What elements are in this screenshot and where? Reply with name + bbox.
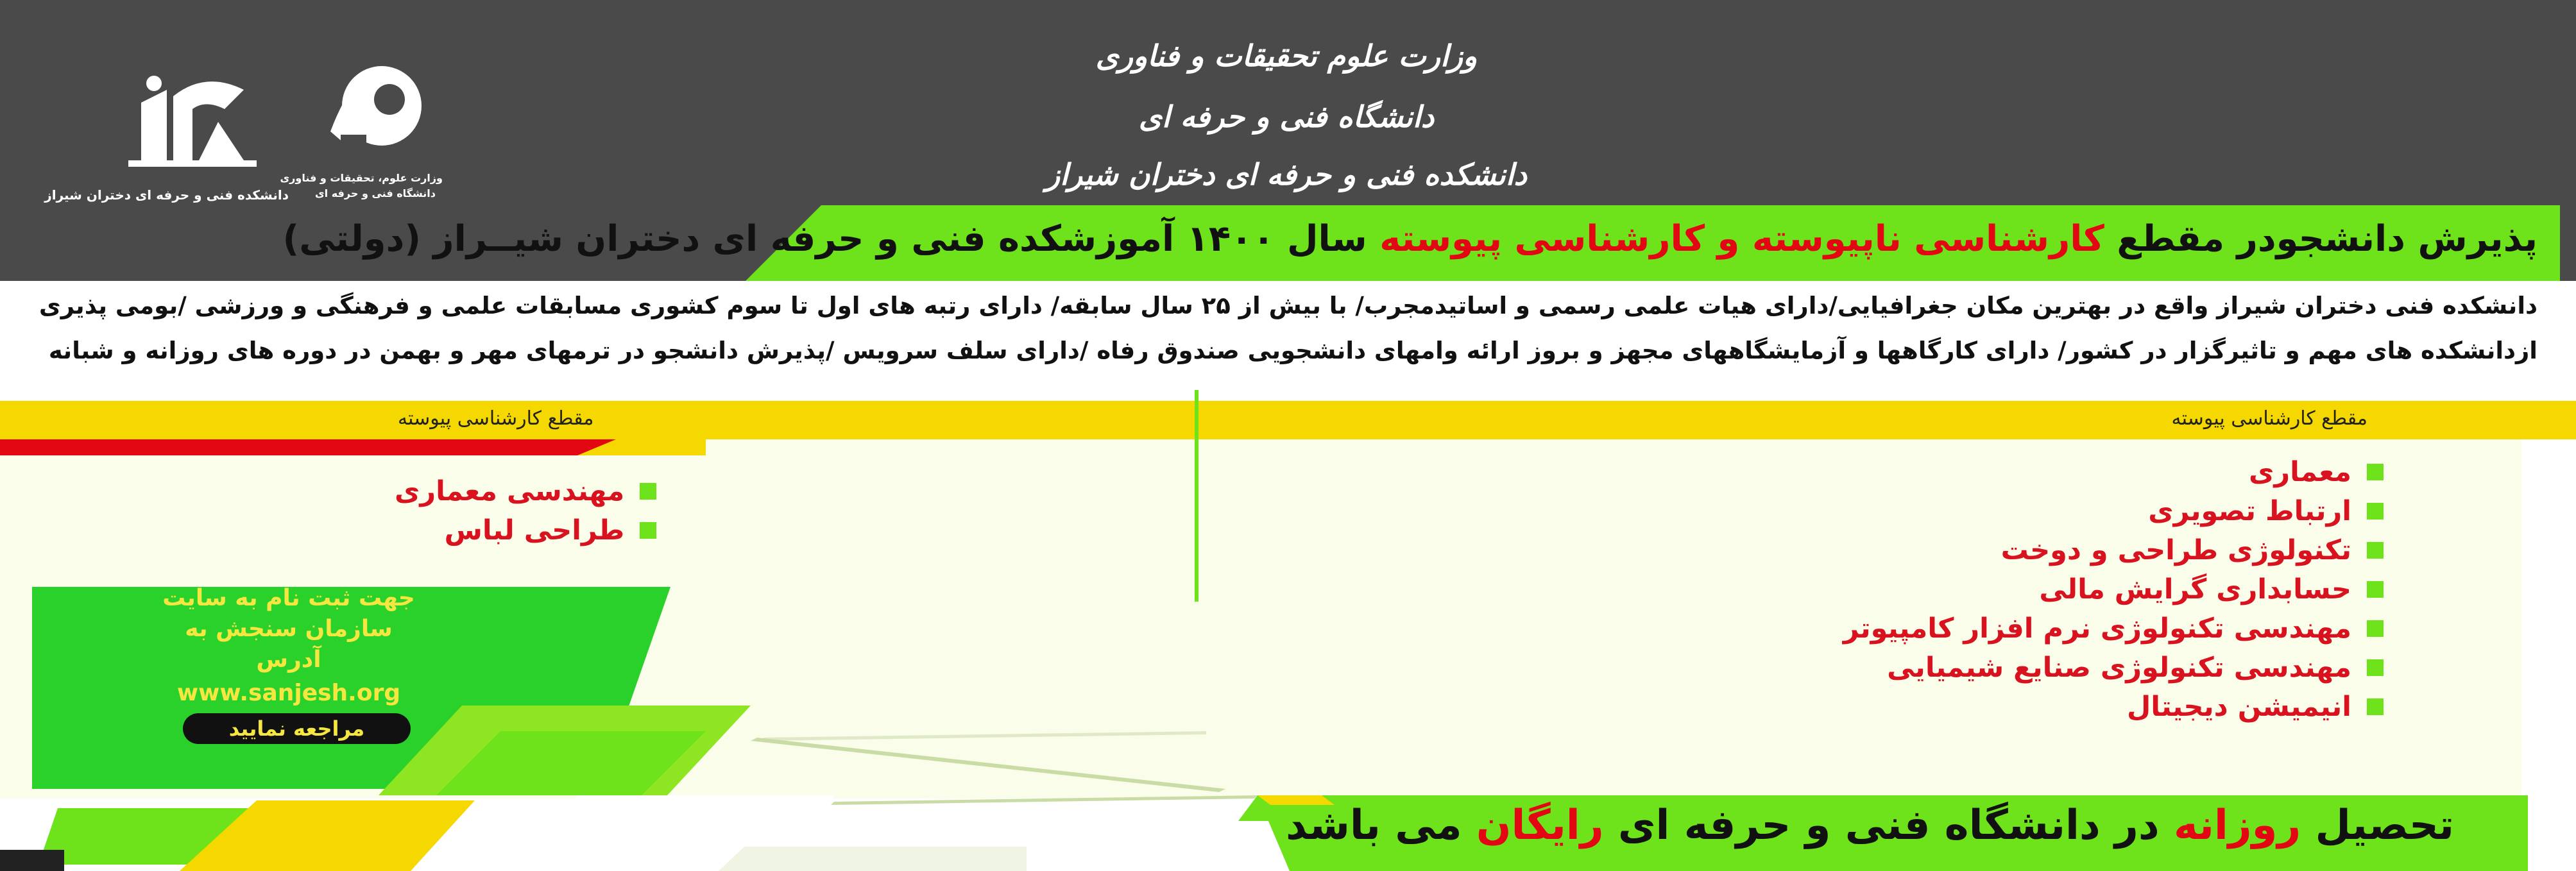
left-section-heading: مقطع کارشناسی پیوسته [398,407,594,430]
footer-slogan: تحصیل روزانه در دانشگاه فنی و حرفه ای رایگان می باشد [1285,802,2454,849]
list-item: مهندسی تکنولوژی صنایع شیمیایی [1843,648,2384,687]
left-program-list [395,471,656,550]
list-item: مهندسی تکنولوژی نرم افزار کامپیوتر [1843,609,2384,648]
list-item: ارتباط تصویری [1843,491,2384,530]
visit-button[interactable]: مراجعه نمایید [183,713,411,744]
footer-highlight-free: رایگان [1476,802,1604,849]
list-item: تکنولوژی طراحی و دوخت [1843,530,2384,570]
university-title: دانشگاه فنی و حرفه ای [1138,99,1435,134]
square-bullet-icon [2367,581,2384,598]
square-bullet-icon [2367,503,2384,520]
right-program-list [1843,452,2384,726]
square-bullet-icon [2367,659,2384,676]
registration-line-2: سازمان سنجش به [185,616,393,642]
list-item: انیمیشن دیجیتال [1843,687,2384,726]
college-logo-caption: دانشکده فنی و حرفه ای دختران شیراز [44,187,289,203]
square-bullet-icon [2367,620,2384,637]
intro-line-2: ازدانشکده های مهم و تاثیرگزار در کشور/ دارای کارگاهها و آزمایشگاههای مجهز و بروز ارائه وامهای دانشجویی صندوق رفاه /دارای سلف سرویس /پذیرش دانشجو در ترمهای مهر و بهمن در دوره های روزانه و شبانه [48,337,2538,364]
square-bullet-icon [2367,464,2384,480]
title-highlight: کارشناسی ناپیوسته و کارشناسی پیوسته [1379,218,2104,260]
registration-line-1: جهت ثبت نام به سایت [162,585,415,611]
square-bullet-icon [640,483,656,500]
list-item: حسابداری گرایش مالی [1843,570,2384,609]
square-bullet-icon [2367,542,2384,559]
square-bullet-icon [640,522,656,539]
list-item: معماری [1843,452,2384,491]
registration-website: www.sanjesh.org [176,680,401,706]
list-item: طراحی لباس [395,511,656,550]
registration-line-3: آدرس [256,647,321,673]
college-title: دانشکده فنی و حرفه ای دختران شیراز [1045,157,1528,192]
ministry-title: وزارت علوم تحقیقات و فناوری [1095,38,1478,73]
list-item: مهندسی معماری [395,471,656,511]
right-section-heading: مقطع کارشناسی پیوسته [2171,407,2367,430]
college-logo-icon [115,64,269,192]
university-logo-caption-2: دانشگاه فنی و حرفه ای [315,187,436,199]
intro-line-1: دانشکده فنی دختران شیراز واقع در بهترین مکان جغرافیایی/دارای هیات علمی رسمی و اساتیدمجرب/ با بیش از ۲۵ سال سابقه/ دارای رتبه های اول تا سوم کشوری مسابقات علمی و فرهنگی و ورزشی /بومی پذیری [38,292,2538,319]
footer-highlight-daily: روزانه [2174,802,2301,849]
university-logo-icon [318,55,433,170]
section-divider [1195,390,1198,602]
university-logo-caption-1: وزارت علوم، تحقیقات و فناوری [280,172,443,184]
title-banner: پذیرش دانشجودر مقطع کارشناسی ناپیوسته و کارشناسی پیوسته سال ۱۴۰۰ آموزشکده فنی و حرفه ای دختران شیــراز (دولتی) [282,218,2538,260]
